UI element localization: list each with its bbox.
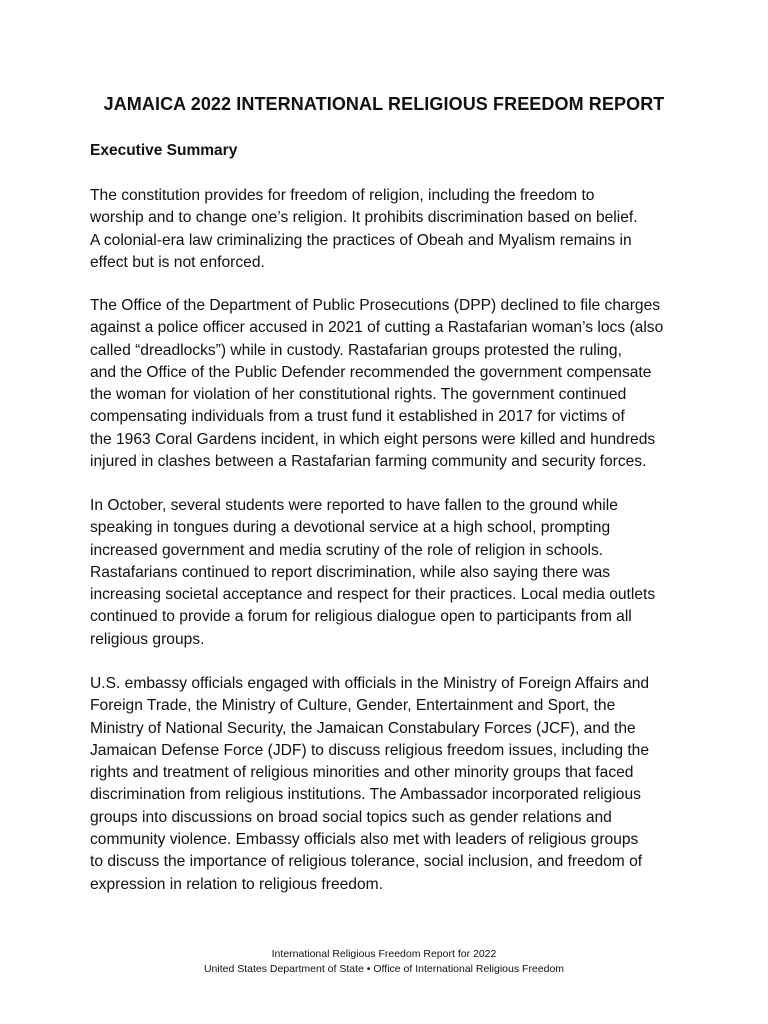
text-line: discrimination from religious institutions. The Ambassador incorporated religious xyxy=(90,786,641,804)
section-heading: Executive Summary xyxy=(90,142,238,159)
text-line: increasing societal acceptance and respect for their practices. Local media outlets xyxy=(90,586,656,604)
text-line: and the Office of the Public Defender recommended the government compensate xyxy=(90,363,652,381)
text-line: expression in relation to religious freedom. xyxy=(90,875,383,893)
text-line: Rastafarians continued to report discrimination, while also saying there was xyxy=(90,563,611,581)
paragraph xyxy=(90,495,690,651)
text-line: community violence. Embassy officials also met with leaders of religious groups xyxy=(90,831,639,849)
text-line: to discuss the importance of religious tolerance, social inclusion, and freedom of xyxy=(90,853,643,871)
paragraph xyxy=(90,673,690,896)
text-line: Ministry of National Security, the Jamaican Constabulary Forces (JCF), and the xyxy=(90,719,636,737)
text-line: In October, several students were reported to have fallen to the ground while xyxy=(90,497,618,514)
text-line: the woman for violation of her constitutional rights. The government continued xyxy=(90,386,627,404)
text-line: The constitution provides for freedom of religion, including the freedom to xyxy=(90,187,595,204)
text-line: groups into discussions on broad social topics such as gender relations and xyxy=(90,808,612,826)
text-line: Foreign Trade, the Ministry of Culture, Gender, Entertainment and Sport, the xyxy=(90,697,616,715)
text-line: worship and to change one’s religion. It prohibits discrimination based on belief. xyxy=(90,209,638,227)
text-line: rights and treatment of religious minorities and other minority groups that faced xyxy=(90,764,634,782)
text-line: Jamaican Defense Force (JDF) to discuss religious freedom issues, including the xyxy=(90,741,650,759)
text-line: The Office of the Department of Public Prosecutions (DPP) declined to file charges xyxy=(90,297,661,314)
text-line: continued to provide a forum for religious dialogue open to participants from all xyxy=(90,608,632,626)
text-line: speaking in tongues during a devotional service at a high school, prompting xyxy=(90,519,611,537)
text-line: compensating individuals from a trust fund it established in 2017 for victims of xyxy=(90,408,625,426)
text-line: injured in clashes between a Rastafarian farming community and security forces. xyxy=(90,453,647,471)
paragraph xyxy=(90,185,690,274)
text-line: called “dreadlocks”) while in custody. Rastafarian groups protested the ruling, xyxy=(90,341,622,359)
text-line: against a police officer accused in 2021 of cutting a Rastafarian woman’s locs (also xyxy=(90,319,664,337)
text-line: effect but is not enforced. xyxy=(90,253,265,271)
text-line: A colonial-era law criminalizing the practices of Obeah and Myalism remains in xyxy=(90,231,632,249)
text-line: increased government and media scrutiny of the role of religion in schools. xyxy=(90,541,604,559)
text-line: religious groups. xyxy=(90,630,205,648)
page-title: JAMAICA 2022 INTERNATIONAL RELIGIOUS FREEDOM REPORT xyxy=(103,94,665,114)
paragraph xyxy=(90,295,690,473)
footer-department: United States Department of State • Office of International Religious Freedom xyxy=(203,963,565,975)
text-line: U.S. embassy officials engaged with officials in the Ministry of Foreign Affairs and xyxy=(90,675,650,692)
text-line: the 1963 Coral Gardens incident, in which eight persons were killed and hundreds xyxy=(90,430,656,448)
footer-report-title: International Religious Freedom Report for 2022 xyxy=(271,948,497,960)
